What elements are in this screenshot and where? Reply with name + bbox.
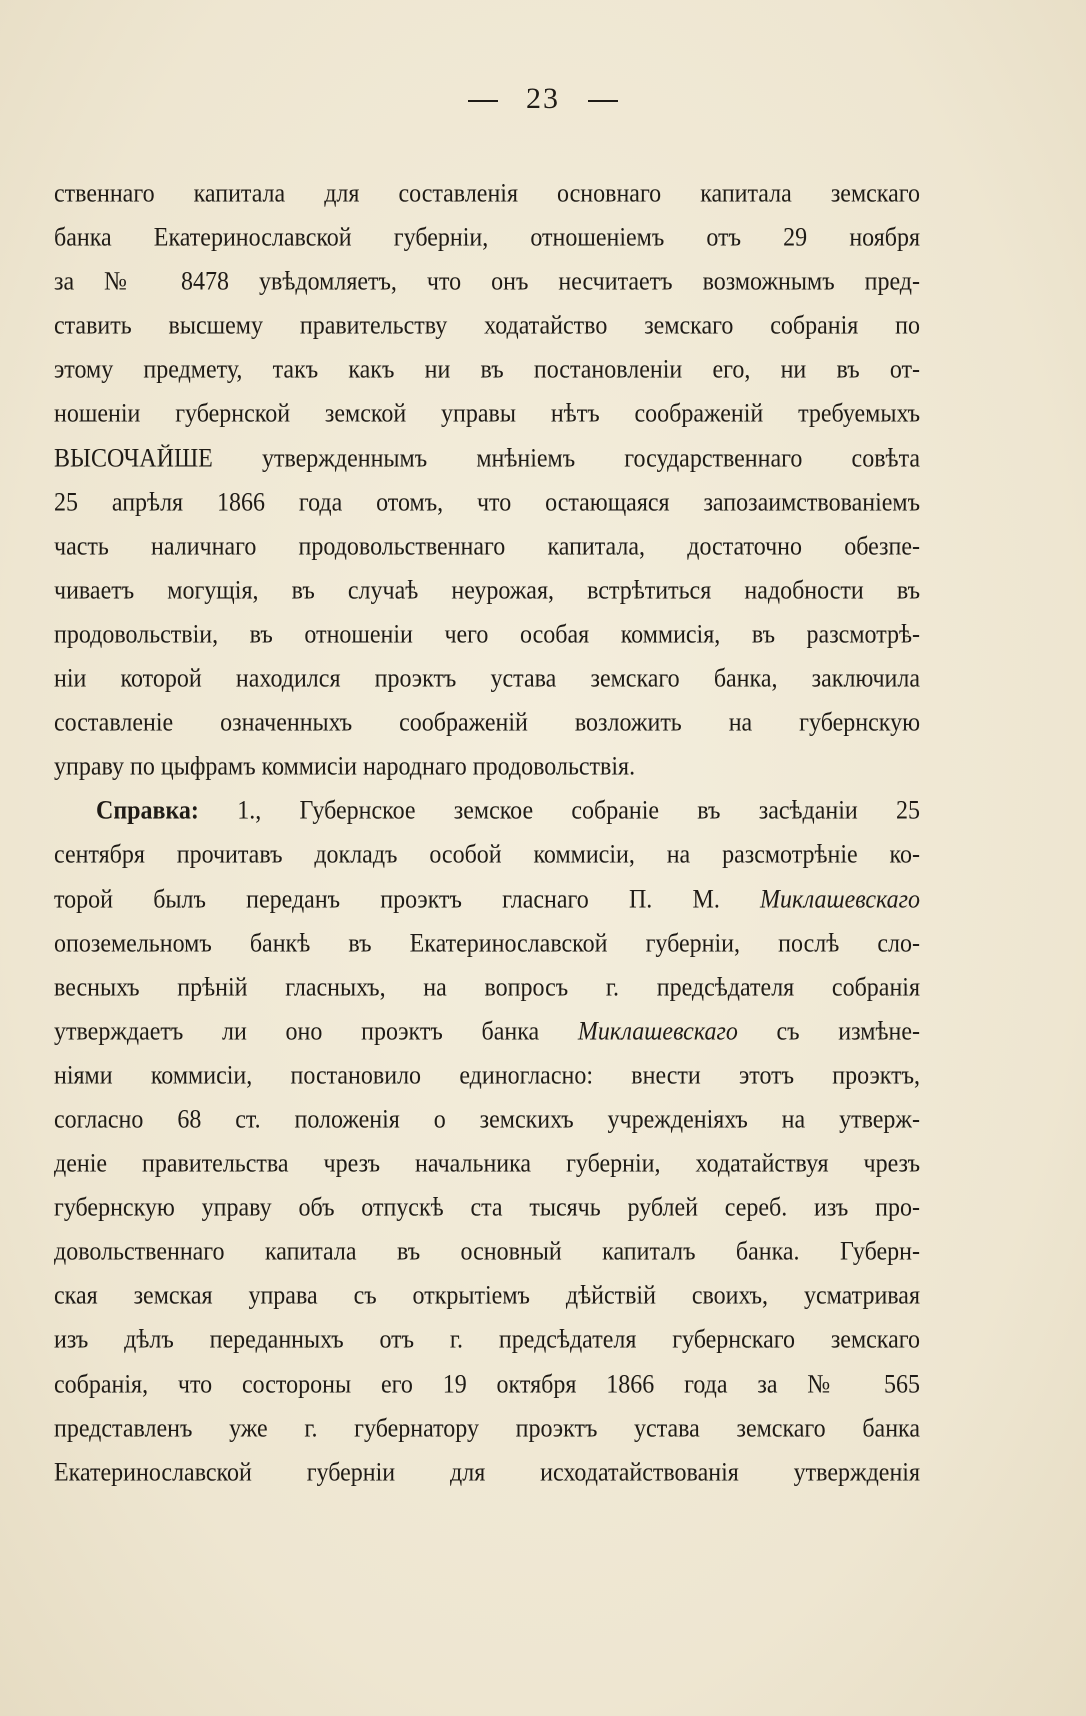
page-number: 23 xyxy=(526,82,560,115)
text-line xyxy=(54,963,920,1012)
line-text: изъ дѣлъ переданныхъ отъ г. предсѣдателя губернскаго земскаго xyxy=(54,1326,920,1355)
text-line xyxy=(54,787,920,836)
line-text: 1., Губернское земское собраніе въ засѣданіи 25 xyxy=(198,797,920,826)
line-text: весныхъ прѣній гласныхъ, на вопросъ г. предсѣдателя собранія xyxy=(54,973,920,1002)
text-line xyxy=(54,1096,920,1145)
text-line xyxy=(54,567,920,616)
line-text: сентября прочитавъ докладъ особой коммисіи, на разсмотрѣніе ко- xyxy=(54,841,920,870)
line-text: этому предмету, такъ какъ ни въ постановленіи его, ни въ от- xyxy=(54,356,920,385)
line-text: ская земская управа съ открытіемъ дѣйствій своихъ, усматривая xyxy=(54,1282,920,1311)
text-line xyxy=(54,523,920,572)
line-text: утверждаетъ ли оно проэктъ банка xyxy=(54,1017,540,1047)
line-text: продовольствіи, въ отношеніи чего особая коммисія, въ разсмотрѣ- xyxy=(54,620,920,650)
text-line xyxy=(54,170,920,219)
line-text: ставить высшему правительству ходатайство земскаго собранія по xyxy=(54,311,920,341)
text-line xyxy=(54,1052,920,1101)
text-line xyxy=(54,1008,920,1057)
text-line xyxy=(54,478,920,527)
text-line xyxy=(54,1360,920,1409)
italic-name: Миклашевскаго xyxy=(760,885,921,914)
text-line xyxy=(54,1449,920,1498)
line-text: часть наличнаго продовольственнаго капитала, достаточно обезпе- xyxy=(54,532,920,562)
line-text: собранія, что состороны его 19 октября 1866 года за № 565 xyxy=(54,1370,920,1399)
line-text: Екатеринославской губерніи для исходатайствованія утвержденія xyxy=(54,1458,920,1488)
line-text-tail: съ измѣне- xyxy=(776,1017,920,1047)
text-line xyxy=(54,919,920,968)
line-text: 25 апрѣля 1866 года отомъ, что остающаяся запозаимствованіемъ xyxy=(54,488,920,517)
line-text: банка Екатеринославской губерніи, отношеніемъ отъ 29 ноября xyxy=(54,223,920,253)
line-text: ВЫСОЧАЙШЕ утвержденнымъ мнѣніемъ государственнаго совѣта xyxy=(54,444,920,473)
text-line xyxy=(54,1404,920,1453)
line-text: управу по цыфрамъ коммисіи народнаго продовольствія. xyxy=(54,752,636,782)
line-text: ніями коммисіи, постановило единогласно: внести этотъ проэктъ, xyxy=(54,1061,920,1091)
text-line xyxy=(54,655,920,704)
line-text: торой былъ переданъ проэктъ гласнаго П. М. xyxy=(54,885,720,914)
line-text: довольственнаго капитала въ основный капиталъ банка. Губерн- xyxy=(54,1237,920,1267)
line-text: представленъ уже г. губернатору проэктъ устава земскаго банка xyxy=(54,1414,920,1443)
text-line xyxy=(54,743,920,792)
text-line xyxy=(54,302,920,351)
text-line xyxy=(54,214,920,263)
line-text: чиваетъ могущія, въ случаѣ неурожая, встрѣтиться надобности въ xyxy=(54,576,920,606)
line-text: ніи которой находился проэктъ устава земскаго банка, заключила xyxy=(54,664,920,694)
text-line xyxy=(54,1184,920,1233)
line-text: составленіе означенныхъ соображеній возложить на губернскую xyxy=(54,708,920,738)
line-text: губернскую управу объ отпускѣ ста тысячь рублей сереб. изъ про- xyxy=(54,1193,920,1223)
text-line xyxy=(54,1140,920,1189)
line-text: ственнаго капитала для составленія основнаго капитала земскаго xyxy=(54,179,920,209)
line-text: деніе правительства чрезъ начальника губерніи, ходатайствуя чрезъ xyxy=(54,1149,920,1179)
body-text xyxy=(54,172,920,1495)
line-text: ношеніи губернской земской управы нѣтъ соображеній требуемыхъ xyxy=(54,400,920,429)
text-line xyxy=(54,390,920,439)
text-line xyxy=(54,875,920,924)
line-text: согласно 68 ст. положенія о земскихъ учрежденіяхъ на утверж- xyxy=(54,1105,920,1135)
line-text: за № 8478 увѣдомляетъ, что онъ несчитаетъ возможнымъ пред- xyxy=(54,267,920,297)
text-line xyxy=(54,699,920,748)
text-line xyxy=(54,258,920,307)
italic-name: Миклашевскаго xyxy=(577,1017,738,1047)
text-line xyxy=(54,1316,920,1365)
text-line xyxy=(54,1272,920,1321)
reference-heading: Справка: xyxy=(96,797,199,826)
line-text: опоземельномъ банкѣ въ Екатеринославской губерніи, послѣ сло- xyxy=(54,929,920,958)
text-line xyxy=(54,611,920,660)
page-header xyxy=(0,82,1086,116)
header-dash-left xyxy=(468,100,498,102)
text-line xyxy=(54,346,920,395)
text-line xyxy=(54,1228,920,1277)
text-line xyxy=(54,434,920,483)
header-dash-right xyxy=(588,100,618,102)
text-line xyxy=(54,831,920,880)
